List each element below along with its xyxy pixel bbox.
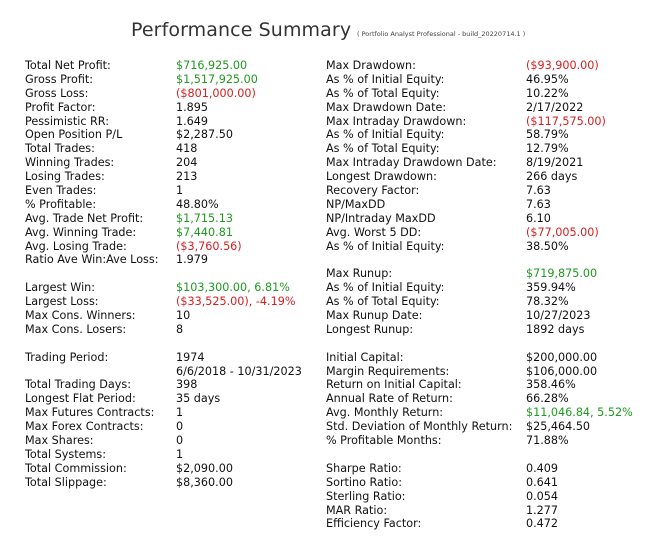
metric-value: 35 days [176, 392, 221, 406]
metric-label: Longest Drawdown: [326, 170, 437, 184]
left-metric-row-profitable [25, 198, 325, 212]
metric-value: 1 [176, 406, 184, 420]
left-metric-row-max-forex-contracts [25, 420, 325, 434]
right-metric-row-mar-ratio [326, 504, 646, 518]
right-metric-row-margin-requirements [326, 365, 646, 379]
metric-label: Max Intraday Drawdown Date: [326, 156, 497, 170]
metric-value: ($93,900.00) [526, 59, 599, 72]
right-metric-row-max-runup-date [326, 309, 646, 323]
metric-value: $7,440.81 [176, 225, 233, 239]
metric-value: 1 [176, 447, 184, 461]
left-metric-row-total-slippage [25, 476, 325, 490]
metric-value: 204 [176, 156, 198, 170]
left-metric-row-largest-loss [25, 295, 325, 309]
left-metric-row-open-position-p-l [25, 128, 325, 142]
metric-label: NP/Intraday MaxDD [326, 211, 436, 225]
left-metric-row-gross-loss [25, 87, 325, 101]
right-metric-row-initial-capital [326, 351, 646, 365]
metric-value: 398 [176, 378, 198, 392]
metric-value: 7.63 [526, 184, 551, 198]
left-metric-row-total-trading-days [25, 378, 325, 392]
metric-label: Winning Trades: [25, 156, 115, 170]
metric-value: 0.472 [526, 517, 559, 531]
right-metric-row-recovery-factor [326, 184, 646, 198]
metric-label: As % of Initial Equity: [326, 72, 445, 86]
left-metric-row-max-shares [25, 434, 325, 448]
metric-label: Avg. Losing Trade: [25, 239, 127, 253]
page-title: Performance Summary [131, 19, 352, 41]
metric-value: $25,464.50 [526, 420, 591, 434]
left-metric-row-losing-trades [25, 170, 325, 184]
metric-label: Sterling Ratio: [326, 489, 406, 503]
metric-label: Largest Win: [25, 281, 96, 295]
right-metric-row-np-intraday-maxdd [326, 212, 646, 226]
metric-value: ($117,575.00) [526, 114, 606, 128]
metric-value: $200,000.00 [526, 350, 598, 364]
metric-value: 7.63 [526, 197, 551, 211]
spacer [326, 448, 646, 462]
metric-value: $2,287.50 [176, 128, 233, 142]
metric-value: 1974 [176, 350, 205, 364]
metric-value: 266 days [526, 170, 578, 184]
metric-value: 8/19/2021 [526, 156, 584, 170]
metric-label: % Profitable: [25, 197, 97, 211]
metric-label: Max Drawdown: [326, 59, 416, 72]
left-metric-row-profit-factor [25, 101, 325, 115]
left-metric-row-trading-period [25, 351, 325, 365]
metric-value: 1892 days [526, 322, 585, 336]
metric-label: Longest Runup: [326, 322, 414, 336]
metric-value: ($77,005.00) [526, 225, 599, 239]
metric-label: Losing Trades: [25, 170, 105, 184]
metric-value: 10 [176, 309, 191, 323]
metric-label: Return on Initial Capital: [326, 378, 462, 392]
metric-label: As % of Initial Equity: [326, 281, 445, 295]
metric-label: NP/MaxDD [326, 197, 386, 211]
right-metric-row-sterling-ratio [326, 490, 646, 504]
right-metric-row-sharpe-ratio [326, 462, 646, 476]
metric-label: Total Slippage: [25, 475, 107, 489]
metric-value: 6.10 [526, 211, 551, 225]
metric-value: $2,090.00 [176, 461, 233, 475]
metric-label: % Profitable Months: [326, 434, 442, 448]
left-metric-row-max-futures-contracts [25, 406, 325, 420]
metric-value: ($801,000.00) [176, 86, 256, 100]
metric-label: Even Trades: [25, 184, 97, 198]
spacer [326, 253, 646, 267]
right-metric-row-max-runup [326, 267, 646, 281]
left-metric-row-continuation [25, 365, 325, 379]
right-metric-row-return-on-initial-capital [326, 378, 646, 392]
metric-label: Max Drawdown Date: [326, 100, 447, 114]
metric-label: Gross Profit: [25, 72, 94, 86]
right-metric-row-avg-worst-5-dd [326, 226, 646, 240]
left-metric-row-winning-trades [25, 156, 325, 170]
metric-value: 66.28% [526, 392, 569, 406]
metric-label: Max Shares: [25, 434, 94, 448]
metric-label: Max Cons. Winners: [25, 309, 136, 323]
metric-value: $106,000.00 [526, 364, 598, 378]
left-metric-row-pessimistic-rr [25, 115, 325, 129]
metric-label: Ratio Ave Win:Ave Loss: [25, 253, 159, 267]
metric-value: 6/6/2018 - 10/31/2023 [176, 364, 302, 378]
metric-value: 48.80% [176, 197, 219, 211]
left-metric-row-max-cons-losers [25, 323, 325, 337]
right-metric-row-as-of-total-equity [326, 87, 646, 101]
metric-value: 1.979 [176, 253, 209, 267]
spacer [25, 337, 325, 351]
metric-label: Std. Deviation of Monthly Return: [326, 420, 513, 434]
metric-value: 0.641 [526, 475, 559, 489]
metric-value: 0 [176, 434, 184, 448]
metric-label: Gross Loss: [25, 86, 89, 100]
right-metric-row-as-of-initial-equity [326, 281, 646, 295]
metric-label: Total Trading Days: [25, 378, 131, 392]
right-metric-row-std-deviation-of-monthly-return [326, 420, 646, 434]
metric-value: 1.649 [176, 114, 209, 128]
metric-value: 58.79% [526, 128, 569, 142]
left-metric-row-ratio-ave-win-ave-loss [25, 253, 325, 267]
metric-label: Open Position P/L [25, 128, 123, 142]
metric-value: 1 [176, 184, 184, 198]
metric-value: 78.32% [526, 295, 569, 309]
right-metric-row-efficiency-factor [326, 517, 646, 531]
left-metric-row-total-trades [25, 142, 325, 156]
left-metric-row-total-systems [25, 448, 325, 462]
left-metric-row-longest-flat-period [25, 392, 325, 406]
metric-value: $1,715.13 [176, 211, 233, 225]
metric-value: 38.50% [526, 239, 569, 253]
metric-label: Max Runup Date: [326, 309, 423, 323]
metric-label: Max Intraday Drawdown: [326, 114, 467, 128]
metric-label: Total Commission: [25, 461, 127, 475]
metric-label: Pessimistic RR: [25, 114, 110, 128]
right-metric-row-as-of-total-equity [326, 142, 646, 156]
metric-value: 358.46% [526, 378, 576, 392]
right-metric-row-annual-rate-of-return [326, 392, 646, 406]
right-metric-row-longest-runup [326, 323, 646, 337]
metric-label: Margin Requirements: [326, 364, 450, 378]
metric-value: 10.22% [526, 86, 569, 100]
metric-value: $8,360.00 [176, 475, 233, 489]
left-metric-row-gross-profit [25, 73, 325, 87]
right-metric-row-max-intraday-drawdown [326, 115, 646, 129]
metric-label: Max Futures Contracts: [25, 406, 155, 420]
right-metric-row-longest-drawdown [326, 170, 646, 184]
right-metric-row-as-of-initial-equity [326, 73, 646, 87]
metric-label: Avg. Winning Trade: [25, 225, 137, 239]
spacer [326, 337, 646, 351]
metric-value: 2/17/2022 [526, 100, 584, 114]
left-metric-row-avg-trade-net-profit [25, 212, 325, 226]
metric-label: Profit Factor: [25, 100, 96, 114]
metric-value: $103,300.00, 6.81% [176, 281, 290, 295]
right-metric-row-sortino-ratio [326, 476, 646, 490]
right-metric-row-max-drawdown [326, 59, 646, 73]
left-metric-row-even-trades [25, 184, 325, 198]
metric-value: 213 [176, 170, 198, 184]
metric-label: Max Runup: [326, 267, 393, 281]
metric-value: 1.277 [526, 503, 559, 517]
metric-label: MAR Ratio: [326, 503, 388, 517]
metric-value: $1,517,925.00 [176, 72, 258, 86]
metric-value: 8 [176, 322, 184, 336]
metric-value: ($33,525.00), -4.19% [176, 295, 296, 309]
metric-value: 46.95% [526, 72, 569, 86]
right-metrics-column [326, 59, 646, 531]
right-metric-row-np-maxdd [326, 198, 646, 212]
metric-label: Sortino Ratio: [326, 475, 403, 489]
metric-label: Trading Period: [25, 350, 109, 364]
metric-label: Max Cons. Losers: [25, 322, 127, 336]
spacer [25, 267, 325, 281]
metric-label: Annual Rate of Return: [326, 392, 453, 406]
right-metric-row-profitable-months [326, 434, 646, 448]
metric-value: 359.94% [526, 281, 576, 295]
metric-value: 10/27/2023 [526, 309, 591, 323]
metric-label: As % of Initial Equity: [326, 239, 445, 253]
right-metric-row-as-of-initial-equity [326, 240, 646, 254]
right-metric-row-avg-monthly-return [326, 406, 646, 420]
metric-label: Avg. Monthly Return: [326, 406, 444, 420]
metric-label: Efficiency Factor: [326, 517, 422, 531]
left-metric-row-avg-winning-trade [25, 226, 325, 240]
metric-label: Largest Loss: [25, 295, 99, 309]
metric-label: As % of Total Equity: [326, 142, 440, 156]
metric-value: 71.88% [526, 434, 569, 448]
right-metric-row-max-intraday-drawdown-date [326, 156, 646, 170]
build-subtitle: ( Portfolio Analyst Professional - build_20220714.1 ) [357, 30, 526, 38]
metric-value: $11,046.84, 5.52% [526, 406, 633, 420]
metric-value: 12.79% [526, 142, 569, 156]
metric-value: ($3,760.56) [176, 239, 242, 253]
metric-value: 0.054 [526, 489, 559, 503]
metric-label: Max Forex Contracts: [25, 420, 144, 434]
metric-label: Total Net Profit: [25, 59, 111, 72]
metric-value: $716,925.00 [176, 59, 248, 72]
metric-label: As % of Total Equity: [326, 295, 440, 309]
metric-label: As % of Total Equity: [326, 86, 440, 100]
metric-label: Recovery Factor: [326, 184, 420, 198]
metric-label: Initial Capital: [326, 350, 404, 364]
right-metric-row-max-drawdown-date [326, 101, 646, 115]
metric-label: Total Systems: [25, 447, 106, 461]
left-metric-row-total-net-profit [25, 59, 325, 73]
metric-value: 1.895 [176, 100, 209, 114]
right-metric-row-as-of-initial-equity [326, 128, 646, 142]
metric-label: Avg. Worst 5 DD: [326, 225, 422, 239]
metric-value: 418 [176, 142, 198, 156]
metric-label: Avg. Trade Net Profit: [25, 211, 144, 225]
left-metric-row-avg-losing-trade [25, 240, 325, 254]
metric-label: Total Trades: [25, 142, 95, 156]
left-metrics-column [25, 59, 325, 490]
metric-label: As % of Initial Equity: [326, 128, 445, 142]
metric-value: $719,875.00 [526, 267, 598, 281]
left-metric-row-largest-win [25, 281, 325, 295]
metric-value: 0.409 [526, 461, 559, 475]
metric-label: Longest Flat Period: [25, 392, 136, 406]
right-metric-row-as-of-total-equity [326, 295, 646, 309]
left-metric-row-max-cons-winners [25, 309, 325, 323]
left-metric-row-total-commission [25, 462, 325, 476]
metric-value: 0 [176, 420, 184, 434]
metric-label: Sharpe Ratio: [326, 461, 402, 475]
